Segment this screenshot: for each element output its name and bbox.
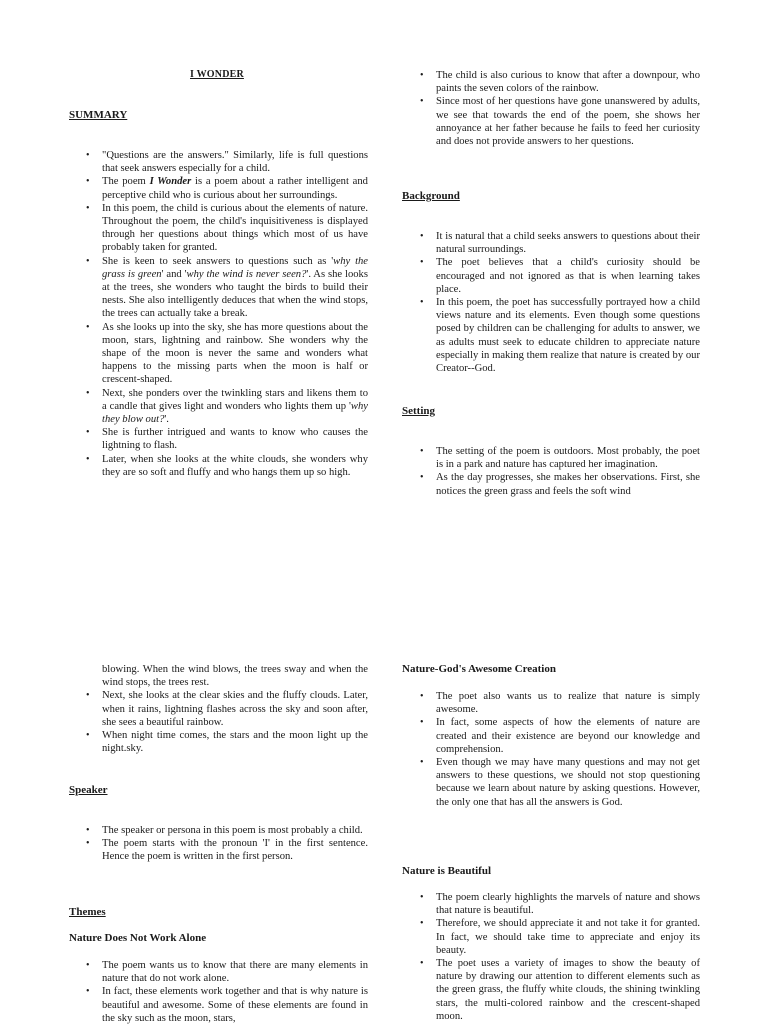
list-item: • The child is also curious to know that after a downpour, who paints the seven colors of the rainbow.	[402, 69, 700, 95]
list-item-continuation: blowing. When the wind blows, the trees sway and when the wind stops, the trees rest.	[102, 664, 368, 689]
list-item: • It is natural that a child seeks answers to questions about their natural surroundings.	[402, 230, 700, 256]
summary-heading: SUMMARY	[69, 109, 128, 121]
list-item: • Since most of her questions have gone unanswered by adults, we see that towards the end of the poem, she shows her annoyance at her father because he fails to feed her curiosity and does not provide answers to her questions.	[402, 95, 700, 148]
list-item: • As the day progresses, she makes her observations. First, she notices the green grass and feels the soft wind	[402, 471, 700, 497]
list-item: • In this poem, the poet has successfully portrayed how a child views nature and its elements. Even though some questions posed by children can be challenging for adults to answer, we as adults must seek to educate children to appreciate nature especially in making them realize that nature is created by our Creator--God.	[402, 296, 700, 375]
list-item: • Later, when she looks at the white clouds, she wonders why they are so soft and fluffy and who hangs them up so high.	[68, 453, 368, 479]
list-item: • She is keen to seek answers to questions such as 'why the grass is green' and 'why the wind is never seen?'. As she looks at the trees, she wonders who taught the birds to build their nests. She also intelligently deduces that when the wind stops, the trees can actually take a break.	[68, 255, 368, 321]
list-item: • The poet believes that a child's curiosity should be encouraged and not ignored as that is when learning takes place.	[402, 256, 700, 296]
nature-beautiful-list	[402, 891, 700, 1023]
list-item: • Even though we may have many questions and may not get answers to these questions, we should not stop questioning because we learn about nature by asking questions. However, the only one that has all the answers is God.	[402, 756, 700, 809]
summary-list	[68, 149, 368, 479]
themes-heading: Themes	[69, 906, 106, 918]
list-item: • Therefore, we should appreciate it and not take it for granted. In fact, we should take time to appreciate and enjoy its beauty.	[402, 917, 700, 957]
list-item: • In fact, these elements work together and that is why nature is beautiful and awesome. Some of these elements are found in the sky such as the moon, stars,	[68, 985, 368, 1025]
list-item: • The speaker or persona in this poem is most probably a child.	[68, 824, 368, 837]
list-item: • "Questions are the answers." Similarly, life is full questions that seek answers especially for a child.	[68, 149, 368, 175]
col2-top-list	[402, 69, 700, 148]
nature-god-list	[402, 690, 700, 809]
themes-subheading: Nature Does Not Work Alone	[69, 932, 207, 944]
document-title: I WONDER	[190, 69, 244, 80]
background-heading: Background	[402, 190, 460, 202]
list-item: • The poet uses a variety of images to show the beauty of nature by drawing our attention to different elements such as the green grass, the fluffy white clouds, the shining twinkling stars, the multi-colored rainbow and the crescent-shaped moon.	[402, 957, 700, 1023]
background-list	[402, 230, 700, 375]
list-item: • The poet also wants us to realize that nature is simply awesome.	[402, 690, 700, 716]
list-item: • Next, she ponders over the twinkling stars and likens them to a candle that gives light and wonders who lights them up 'why they blow out?'.	[68, 387, 368, 427]
list-item: • When night time comes, the stars and the moon light up the night.sky.	[68, 729, 368, 755]
speaker-heading: Speaker	[69, 784, 108, 796]
list-item: • The poem clearly highlights the marvels of nature and shows that nature is beautiful.	[402, 891, 700, 917]
col1-bottom-list	[68, 663, 368, 755]
setting-heading: Setting	[402, 405, 435, 417]
nature-god-heading: Nature-God's Awesome Creation	[402, 663, 556, 675]
nature-beautiful-heading: Nature is Beautiful	[402, 865, 492, 877]
setting-list	[402, 445, 700, 498]
list-item: • In fact, some aspects of how the elements of nature are created and their existence are beyond our knowledge and comprehension.	[402, 716, 700, 756]
list-item: • The poem wants us to know that there are many elements in nature that do not work alone.	[68, 959, 368, 985]
list-item: • The poem starts with the pronoun 'I' in the first sentence. Hence the poem is written in the first person.	[68, 837, 368, 863]
speaker-list	[68, 824, 368, 864]
list-item: • In this poem, the child is curious about the elements of nature. Throughout the poem, the child's inquisitiveness is displayed through her questions about things which most of us have probably taken for granted.	[68, 202, 368, 255]
list-item: • Next, she looks at the clear skies and the fluffy clouds. Later, when it rains, lightning flashes across the sky and soon after, she sees a beautiful rainbow.	[68, 689, 368, 729]
list-item: • She is further intrigued and wants to know who causes the lightning to flash.	[68, 426, 368, 452]
list-item: • As she looks up into the sky, she has more questions about the moon, stars, lightning and rainbow. She wonders why the shape of the moon is never the same and wonders what happens to the missing parts when the moon is half or crescent-shaped.	[68, 321, 368, 387]
list-item: • The setting of the poem is outdoors. Most probably, the poet is in a park and nature has captured her imagination.	[402, 445, 700, 471]
themes-list	[68, 959, 368, 1025]
list-item: • The poem I Wonder is a poem about a rather intelligent and perceptive child who is curious about her surroundings.	[68, 175, 368, 201]
